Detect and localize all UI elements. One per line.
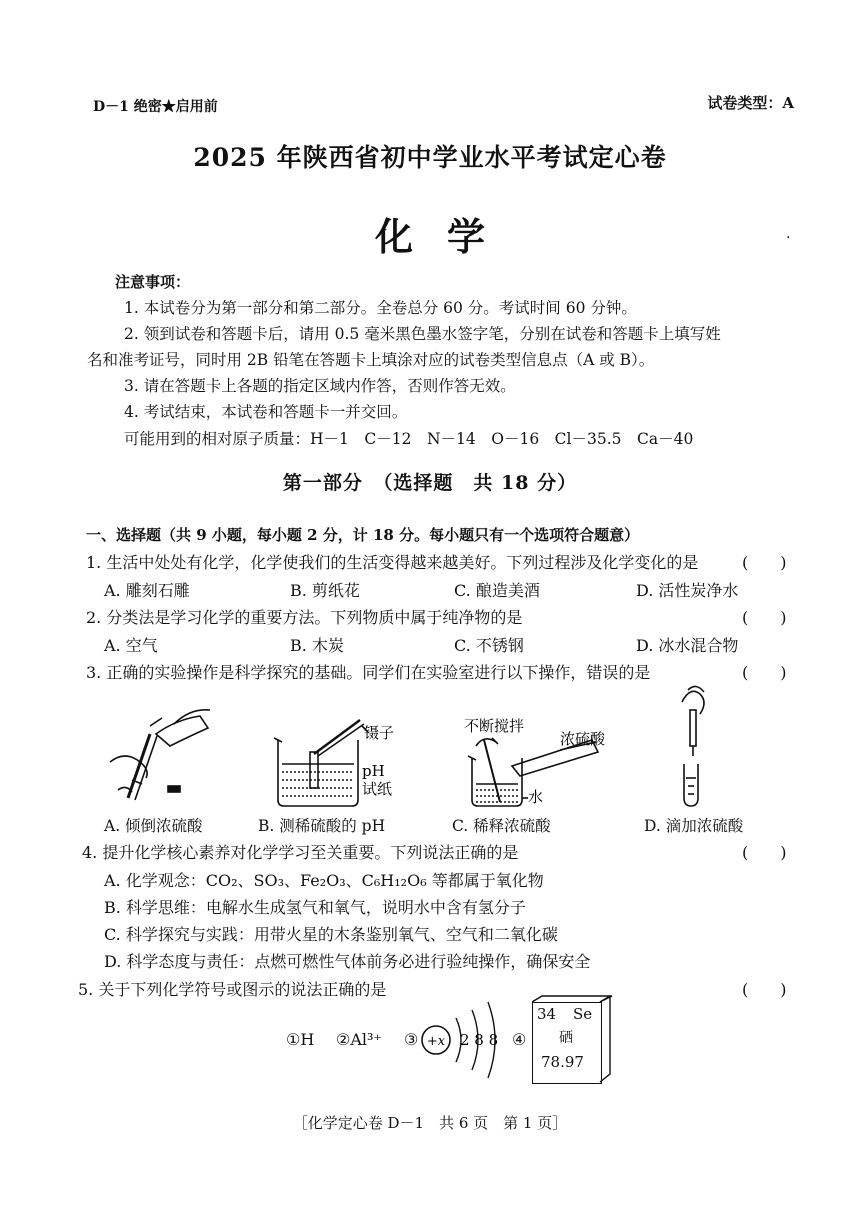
q4-option-b: B. 科学思维：电解水生成氢气和氧气，说明水中含有氢分子	[104, 898, 526, 917]
q2-option-b: B. 木炭	[290, 636, 344, 655]
figure-b-ph-test	[274, 720, 368, 806]
note-item: 3. 请在答题卡上各题的指定区域内作答，否则作答无效。	[124, 377, 516, 395]
note-item: 4. 考试结束，本试卷和答题卡一并交回。	[124, 403, 408, 421]
atomic-mass: 78.97	[541, 1053, 584, 1071]
q3-caption-c: C. 稀释浓硫酸	[452, 817, 551, 835]
q1-option-a: A. 雕刻石雕	[104, 581, 190, 600]
element-card-top	[532, 994, 614, 1004]
label-water: 水	[528, 788, 544, 806]
element-card-depth	[598, 996, 614, 1084]
q3-caption-b: B. 测稀硫酸的 pH	[258, 817, 386, 835]
q1-option-b: B. 剪纸花	[290, 581, 360, 600]
element-card	[532, 1002, 602, 1084]
figure-a-pouring	[110, 710, 210, 800]
q5-item-1: ①H	[286, 1030, 315, 1049]
exam-title: 2025 年陕西省初中学业水平考试定心卷	[193, 143, 667, 172]
answer-paren: ( )	[742, 663, 787, 682]
confidential-label: D－1 绝密★启用前	[93, 99, 218, 115]
element-symbol: Se	[573, 1005, 593, 1023]
note-item: 1. 本试卷分为第一部分和第二部分。全卷总分 60 分。考试时间 60 分钟。	[124, 299, 637, 317]
atom-structure-diagram	[420, 996, 520, 1086]
figure-d-dropping	[682, 686, 704, 806]
q1-option-c: C. 酿造美酒	[454, 581, 540, 600]
q4-option-c: C. 科学探究与实践：用带火星的木条鉴别氧气、空气和二氧化碳	[104, 925, 558, 944]
page-footer: ［化学定心卷 D－1 共 6 页 第 1 页］	[292, 1114, 568, 1132]
q1-option-d: D. 活性炭净水	[636, 581, 739, 600]
q2-option-c: C. 不锈钢	[454, 636, 524, 655]
answer-paren: ( )	[742, 843, 787, 862]
element-name: 硒	[559, 1030, 573, 1046]
atomic-mass-list: 可能用到的相对原子质量：H－1 C－12 N－14 O－16 Cl－35.5 Ca－40	[124, 430, 694, 448]
question-5-stem: 5. 关于下列化学符号或图示的说法正确的是	[78, 980, 387, 999]
q3-experiment-figures	[0, 680, 860, 810]
note-item: 名和准考证号，同时用 2B 铅笔在答题卡上填涂对应的试卷类型信息点（A 或 B）。	[87, 351, 655, 369]
q4-option-d: D. 科学态度与责任：点燃可燃性气体前务必进行验纯操作，确保安全	[104, 952, 591, 971]
nucleus-charge: +x	[426, 1034, 446, 1049]
stray-dot: .	[786, 226, 791, 242]
question-2-stem: 2. 分类法是学习化学的重要方法。下列物质中属于纯净物的是	[86, 608, 523, 627]
section-one-heading: 一、选择题（共 9 小题，每小题 2 分，计 18 分。每小题只有一个选项符合题意）	[86, 526, 640, 544]
question-1-stem: 1. 生活中处处有化学，化学使我们的生活变得越来越美好。下列过程涉及化学变化的是	[86, 553, 699, 572]
q4-option-a: A. 化学观念：CO₂、SO₃、Fe₂O₃、C₆H₁₂O₆ 等都属于氧化物	[104, 871, 544, 890]
part-one-heading: 第一部分 （选择题 共 18 分）	[282, 472, 578, 494]
label-tweezers: 镊子	[364, 724, 395, 742]
q2-option-a: A. 空气	[104, 636, 158, 655]
q3-caption-a: A. 倾倒浓硫酸	[104, 817, 203, 835]
answer-paren: ( )	[742, 553, 787, 572]
q3-caption-d: D. 滴加浓硫酸	[644, 817, 744, 835]
electron-shells: 2 8 8	[460, 1031, 499, 1049]
label-ph: pH	[362, 762, 385, 780]
q5-item-4: ④	[512, 1030, 527, 1049]
label-acid: 浓硫酸	[560, 730, 606, 748]
q2-option-d: D. 冰水混合物	[636, 636, 739, 655]
answer-paren: ( )	[742, 608, 787, 627]
question-3-stem: 3. 正确的实验操作是科学探究的基础。同学们在实验室进行以下操作，错误的是	[86, 663, 651, 682]
q5-item-2: ②Al³⁺	[336, 1030, 382, 1049]
atomic-number: 34	[537, 1005, 557, 1023]
subject-title: 化学	[374, 214, 519, 259]
answer-paren: ( )	[742, 980, 787, 999]
question-4-stem: 4. 提升化学核心素养对化学学习至关重要。下列说法正确的是	[82, 843, 519, 862]
q5-item-3: ③	[404, 1030, 419, 1049]
note-item: 2. 领到试卷和答题卡后，请用 0.5 毫米黑色墨水签字笔，分别在试卷和答题卡上填写姓	[124, 325, 721, 343]
notes-heading: 注意事项：	[115, 273, 191, 291]
label-paper: 试纸	[362, 780, 393, 798]
paper-type-label: 试卷类型：A	[707, 94, 794, 112]
label-stir: 不断搅拌	[464, 717, 525, 735]
